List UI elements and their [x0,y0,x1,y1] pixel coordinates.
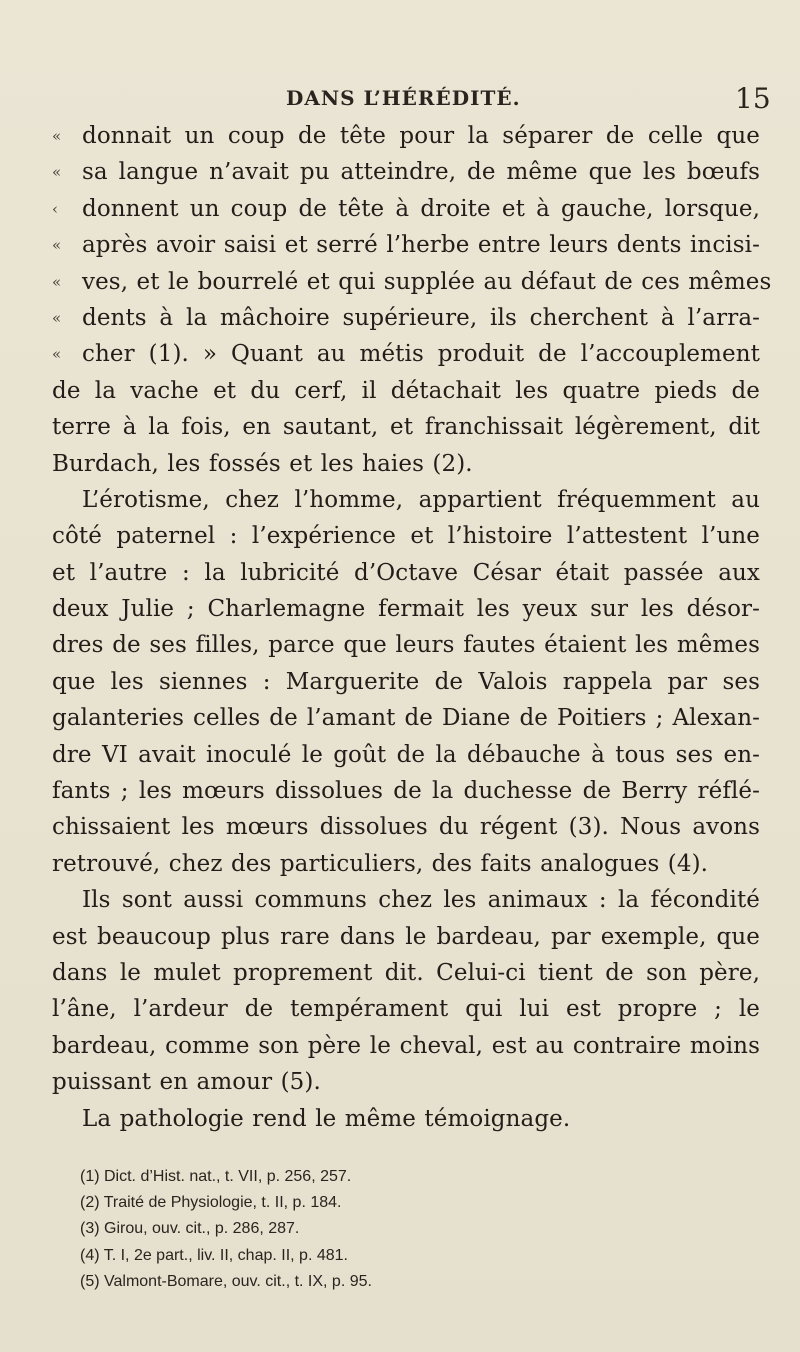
line-text: sa langue n’avait pu atteindre, de même que les bœufs [82,159,760,186]
text-line: côté paternel : l’expérience et l’histoire l’attestent l’une [52,523,760,550]
quote-mark: « [52,272,62,291]
text-line [52,154,760,190]
text-line [52,300,760,336]
text-line [52,227,760,263]
quote-mark: « [52,127,62,145]
page-number: 15 [735,82,771,115]
text-line: chissaient les mœurs dissolues du régent (3). Nous avons [52,814,760,841]
footnote: (1) Dict. d’Hist. nat., t. VII, p. 256, 257. [80,1168,352,1185]
footnotes [80,1164,730,1295]
text-line: l’âne, l’ardeur de tempérament qui lui est propre ; le [52,996,760,1023]
body-text [52,118,772,1137]
line-text: ves, et le bourrelé et qui supplée au défaut de ces mêmes [82,268,772,295]
line-text: donnent un coup de tête à droite et à gauche, lorsque, [82,195,760,222]
line-text: donnait un coup de tête pour la séparer de celle que [82,123,760,149]
text-line: deux Julie ; Charlemagne fermait les yeux sur les désor- [52,596,760,623]
text-line [52,336,760,372]
text-line [52,118,760,154]
footnote: (4) T. I, 2e part., liv. II, chap. II, p. 481. [80,1246,348,1264]
footnote: (2) Traité de Physiologie, t. II, p. 184. [80,1194,342,1212]
quote-mark: « [52,236,62,255]
text-line: galanteries celles de l’amant de Diane de Poitiers ; Alexan- [52,705,760,732]
quote-mark: ‹ [52,199,59,218]
text-line: retrouvé, chez des particuliers, des faits analogues (4). [52,850,709,877]
text-line: L’érotisme, chez l’homme, appartient fréquemment au [82,486,760,513]
text-line: de la vache et du cerf, il détachait les quatre pieds de [52,377,760,404]
text-line: dans le mulet proprement dit. Celui-ci tient de son père, [52,959,760,986]
text-line: terre à la fois, en sautant, et franchissait légèrement, dit [52,414,760,441]
text-line: et l’autre : la lubricité d’Octave César était passée aux [52,559,760,586]
quote-mark: « [52,308,62,327]
text-line: puissant en amour (5). [52,1069,321,1096]
footnote: (5) Valmont-Bomare, ouv. cit., t. IX, p. 95. [80,1272,372,1290]
text-line: dre VI avait inoculé le goût de la débauche à tous ses en- [52,741,760,768]
quote-mark: « [52,163,62,182]
running-title: DANS L’HÉRÉDITÉ. [286,86,521,110]
footnote: (3) Girou, ouv. cit., p. 286, 287. [80,1220,300,1238]
text-line: Burdach, les fossés et les haies (2). [52,450,473,477]
text-line: est beaucoup plus rare dans le bardeau, par exemple, que [52,923,760,950]
text-line: fants ; les mœurs dissolues de la duchesse de Berry réflé- [52,778,760,805]
text-line: bardeau, comme son père le cheval, est au contraire moins [52,1032,760,1059]
line-text: après avoir saisi et serré l’herbe entre leurs dents incisi- [82,232,760,259]
text-line: dres de ses filles, parce que leurs fautes étaient les mêmes [52,632,760,659]
text-line [52,191,760,227]
running-head [0,82,800,116]
text-line [52,264,772,300]
quote-mark: « [52,345,62,364]
text-line: Ils sont aussi communs chez les animaux : la fécondité [82,887,760,914]
line-text: dents à la mâchoire supérieure, ils cherchent à l’arra- [82,304,760,331]
text-line: La pathologie rend le même témoignage. [82,1105,571,1132]
line-text: cher (1). » Quant au métis produit de l’accouplement [82,341,760,368]
text-line: que les siennes : Marguerite de Valois rappela par ses [52,668,760,695]
